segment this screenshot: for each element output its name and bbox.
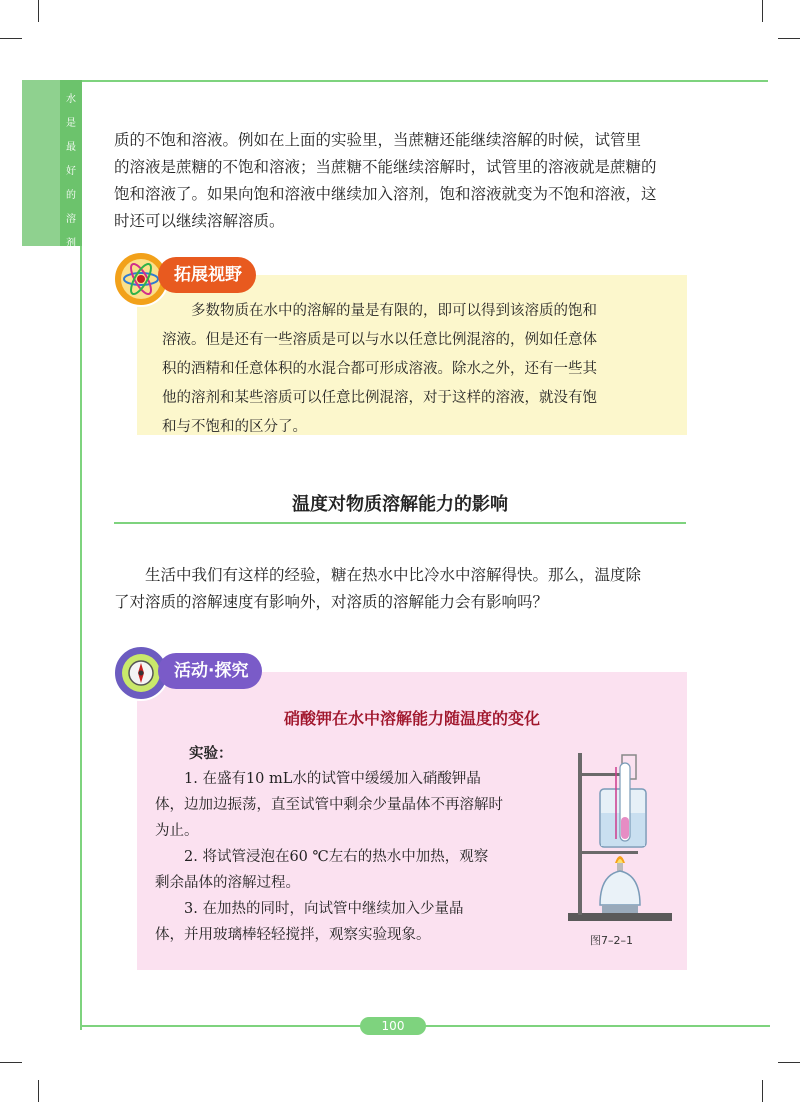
page-number: 100: [360, 1017, 426, 1035]
extension-badge: 拓展视野: [158, 257, 256, 293]
side-tab-char: 剂: [66, 238, 76, 249]
side-tab-char: 溶: [66, 214, 76, 225]
experiment-label: 实验：: [189, 746, 233, 762]
step-line: 2. 将试管浸泡在60 ℃左右的热水中加热，观察: [155, 849, 489, 865]
extension-text: [162, 297, 672, 442]
step-line: 体，并用玻璃棒轻轻搅拌，观察实验现象。: [155, 927, 431, 943]
step-line: 剩余晶体的溶解过程。: [155, 875, 300, 891]
crop-mark: [38, 1080, 39, 1102]
section-rule: [114, 522, 686, 524]
step-line: 3. 在加热的同时，向试管中继续加入少量晶: [155, 901, 464, 917]
step-line: 为止。: [155, 823, 199, 839]
text-line: 和与不饱和的区分了。: [162, 419, 307, 435]
text-line: 生活中我们有这样的经验，糖在热水中比冷水中溶解得快。那么，温度除: [114, 566, 642, 584]
side-tab-label: [60, 88, 82, 256]
text-line: 积的酒精和任意体积的水混合都可形成溶液。除水之外，还有一些其: [162, 361, 597, 377]
chapter-side-tab: [22, 80, 82, 249]
step-line: 1. 在盛有10 mL水的试管中缓缓加入硝酸钾晶: [155, 771, 481, 787]
crop-mark: [0, 38, 22, 39]
activity-title: 硝酸钾在水中溶解能力随温度的变化: [283, 709, 540, 728]
crop-mark: [762, 0, 763, 22]
text-line: 溶液。但是还有一些溶质是可以与水以任意比例混溶的，例如任意体: [162, 332, 597, 348]
text-line: 了对溶质的溶解速度有影响外，对溶质的溶解能力会有影响吗？: [114, 593, 549, 611]
crop-mark: [38, 0, 39, 22]
text-line: 质的不饱和溶液。例如在上面的实验里，当蔗糖还能继续溶解的时候，试管里: [114, 131, 642, 149]
figure-caption: 图7–2–1: [590, 934, 633, 947]
text-line: 时还可以继续溶解溶质。: [114, 212, 285, 230]
activity-badge: 活动·探究: [158, 653, 262, 689]
section-title: 温度对物质溶解能力的影响: [292, 494, 508, 515]
crop-mark: [0, 1062, 22, 1063]
side-tab-char: 水: [66, 94, 76, 105]
side-tab-char: 最: [66, 142, 76, 153]
text-line: 他的溶剂和某些溶质可以任意比例混溶，对于这样的溶液，就没有饱: [162, 390, 597, 406]
text-line: 的溶液是蔗糖的不饱和溶液；当蔗糖不能继续溶解时，试管里的溶液就是蔗糖的: [114, 158, 657, 176]
side-tab-char: 的: [66, 190, 76, 201]
step-line: 体，边加边振荡，直至试管中剩余少量晶体不再溶解时: [155, 797, 503, 813]
experiment-steps: [155, 766, 555, 948]
crop-mark: [778, 1062, 800, 1063]
lab-apparatus-illustration: [560, 745, 675, 927]
crop-mark: [778, 38, 800, 39]
section-paragraph: [114, 562, 690, 616]
intro-paragraph: [114, 127, 690, 235]
side-tab-char: 好: [66, 166, 76, 177]
side-tab-char: 是: [66, 118, 76, 129]
text-line: 多数物质在水中的溶解的量是有限的，即可以得到该溶质的饱和: [162, 303, 597, 319]
top-rule: [82, 80, 768, 82]
text-line: 饱和溶液了。如果向饱和溶液中继续加入溶剂，饱和溶液就变为不饱和溶液，这: [114, 185, 657, 203]
crop-mark: [762, 1080, 763, 1102]
